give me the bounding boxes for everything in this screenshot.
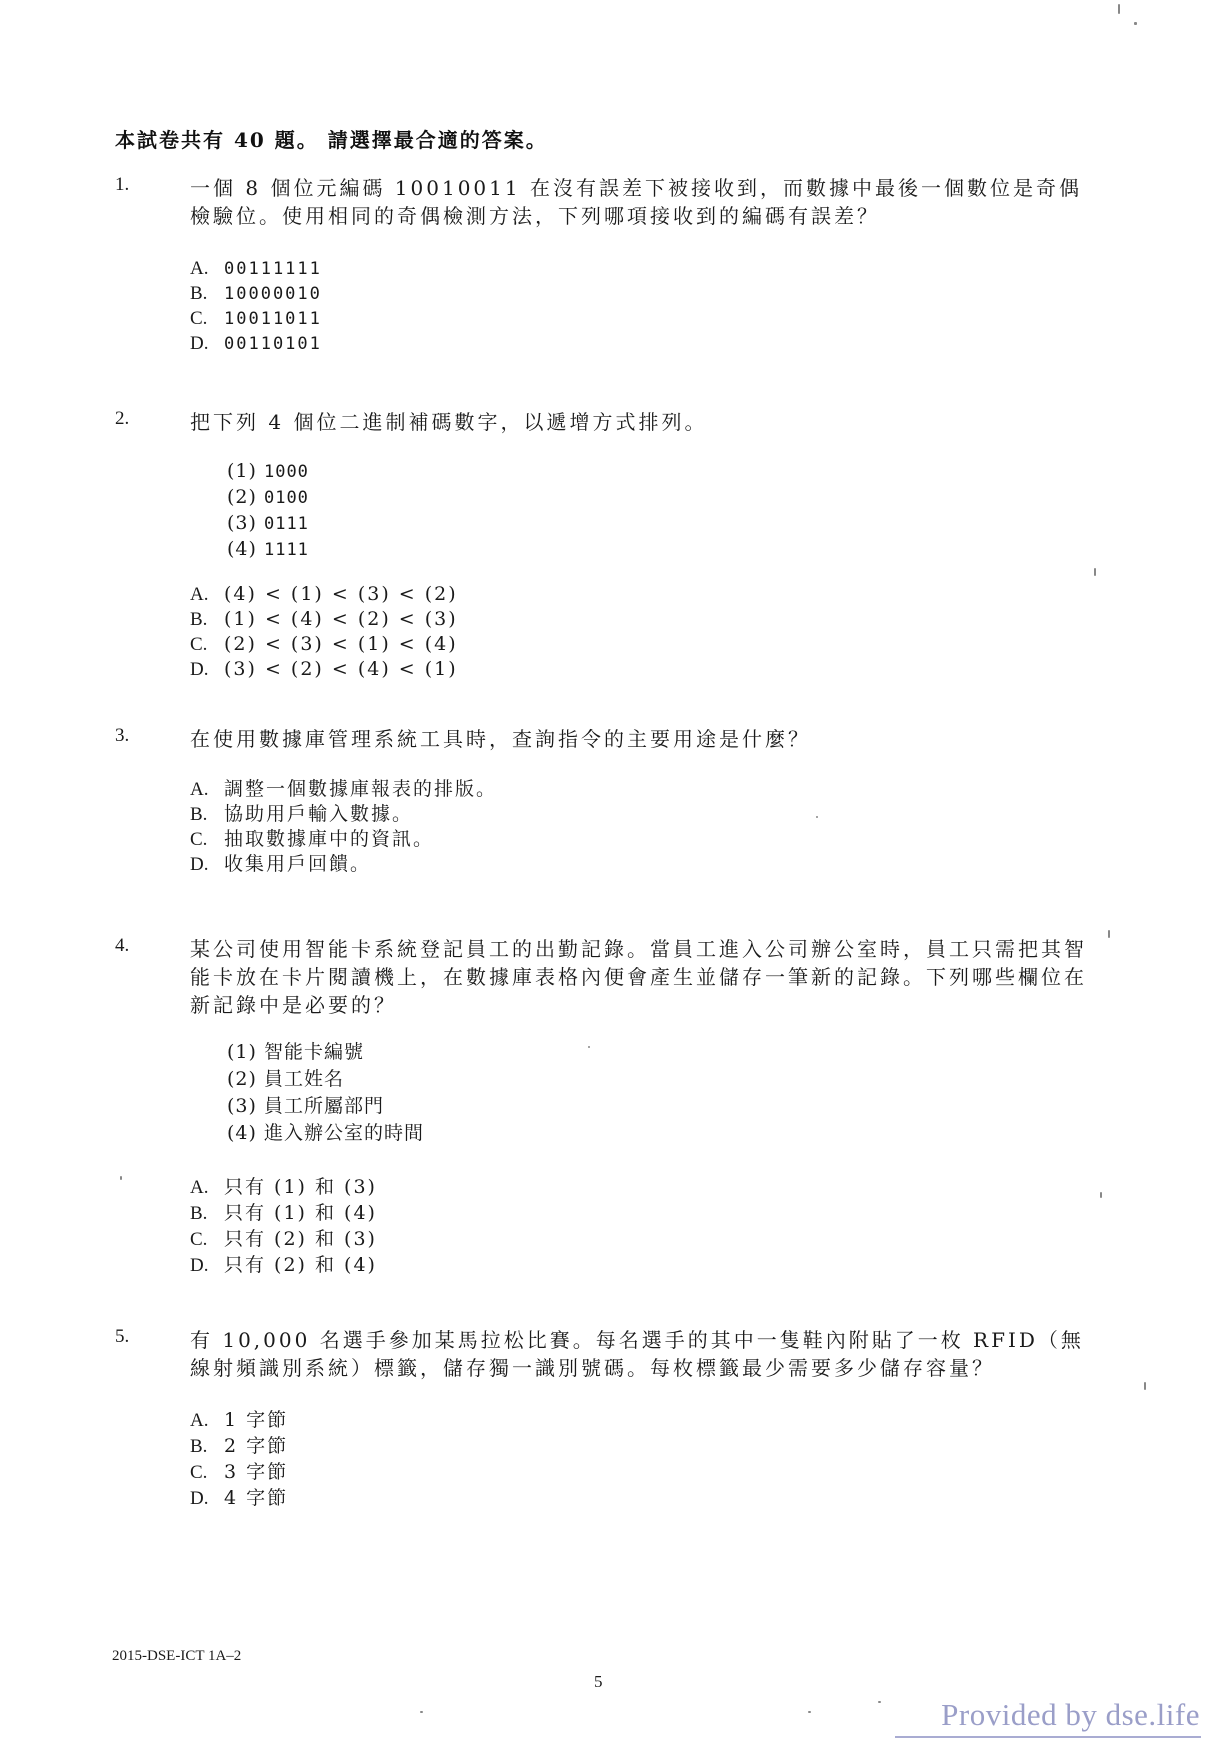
scan-speck xyxy=(808,1711,811,1713)
answer-options xyxy=(190,582,458,682)
item-3: (3) 員工所屬部門 xyxy=(227,1095,384,1117)
option-b: B. (1) < (4) < (2) < (3) xyxy=(190,608,458,630)
option-d: D. (3) < (2) < (4) < (1) xyxy=(190,658,458,680)
item-2: (2) 員工姓名 xyxy=(227,1068,344,1090)
answer-options xyxy=(190,1175,377,1279)
scan-speck xyxy=(588,1046,590,1048)
scan-speck xyxy=(878,1701,881,1703)
numbered-items xyxy=(227,1039,424,1147)
question-text: 一個 8 個位元編碼 10010011 在沒有誤差下被接收到，而數據中最後一個數位是奇偶檢驗位。使用相同的奇偶檢測方法，下列哪項接收到的編碼有誤差？ xyxy=(190,176,1082,228)
option-c: C. 3 字節 xyxy=(190,1461,289,1483)
option-c: C. 10011011 xyxy=(190,308,322,329)
watermark-underline xyxy=(895,1736,1201,1738)
option-c: C. (2) < (3) < (1) < (4) xyxy=(190,633,458,655)
option-b: B. 10000010 xyxy=(190,283,322,304)
question-text: 某公司使用智能卡系統登記員工的出勤記錄。當員工進入公司辦公室時，員工只需把其智能卡放在卡片閱讀機上，在數據庫表格內便會產生並儲存一筆新的記錄。下列哪些欄位在新記錄中是必要的？ xyxy=(190,937,1087,1017)
option-a: A. 調整一個數據庫報表的排版。 xyxy=(190,778,498,800)
question-number: 3. xyxy=(115,725,130,746)
question-text: 有 10,000 名選手參加某馬拉松比賽。每名選手的其中一隻鞋內附貼了一枚 RFID（無線射頻識別系統）標籤，儲存獨一識別號碼。每枚標籤最少需要多少儲存容量？ xyxy=(190,1328,1084,1380)
numbered-items xyxy=(227,458,309,562)
scan-speck xyxy=(816,816,818,818)
option-d: D. 收集用戶回饋。 xyxy=(190,853,372,875)
option-b: B. 2 字節 xyxy=(190,1435,289,1457)
instructions-header: 本試卷共有 40 題。 請選擇最合適的答案。 xyxy=(115,128,548,152)
scan-speck xyxy=(1118,4,1120,14)
option-d: D. 只有 (2) 和 (4) xyxy=(190,1254,377,1276)
scan-speck xyxy=(1144,1382,1146,1390)
answer-options xyxy=(190,256,322,356)
scan-speck xyxy=(1108,930,1110,938)
scan-speck xyxy=(1094,568,1096,576)
option-b: B. 只有 (1) 和 (4) xyxy=(190,1202,377,1224)
option-c: C. 抽取數據庫中的資訊。 xyxy=(190,828,435,850)
item-4: (4) 進入辦公室的時間 xyxy=(227,1122,424,1144)
option-a: A. 00111111 xyxy=(190,258,322,279)
item-2: (2) 0100 xyxy=(227,486,309,508)
option-a: A. 1 字節 xyxy=(190,1409,289,1431)
item-1: (1) 1000 xyxy=(227,460,309,482)
exam-code: 2015-DSE-ICT 1A–2 xyxy=(112,1648,242,1664)
option-d: D. 4 字節 xyxy=(190,1487,289,1509)
option-c: C. 只有 (2) 和 (3) xyxy=(190,1228,377,1250)
scan-speck xyxy=(1100,1192,1102,1198)
question-number: 4. xyxy=(115,935,130,956)
answer-options xyxy=(190,777,497,877)
option-a: A. (4) < (1) < (3) < (2) xyxy=(190,583,458,605)
scan-speck xyxy=(1134,22,1137,25)
watermark: Provided by dse.life xyxy=(941,1697,1200,1732)
question-text: 在使用數據庫管理系統工具時，查詢指令的主要用途是什麼？ xyxy=(190,727,811,751)
question-number: 1. xyxy=(115,174,130,195)
scan-speck xyxy=(120,1176,122,1180)
question-number: 5. xyxy=(115,1326,130,1347)
item-4: (4) 1111 xyxy=(227,538,309,560)
scan-speck xyxy=(420,1711,423,1713)
item-1: (1) 智能卡編號 xyxy=(227,1041,364,1063)
question-text: 把下列 4 個位二進制補碼數字，以遞增方式排列。 xyxy=(190,410,708,434)
option-d: D. 00110101 xyxy=(190,333,322,354)
option-a: A. 只有 (1) 和 (3) xyxy=(190,1176,377,1198)
option-b: B. 協助用戶輸入數據。 xyxy=(190,803,414,825)
question-number: 2. xyxy=(115,408,130,429)
item-3: (3) 0111 xyxy=(227,512,309,534)
answer-options xyxy=(190,1408,288,1512)
page-number: 5 xyxy=(594,1672,603,1691)
